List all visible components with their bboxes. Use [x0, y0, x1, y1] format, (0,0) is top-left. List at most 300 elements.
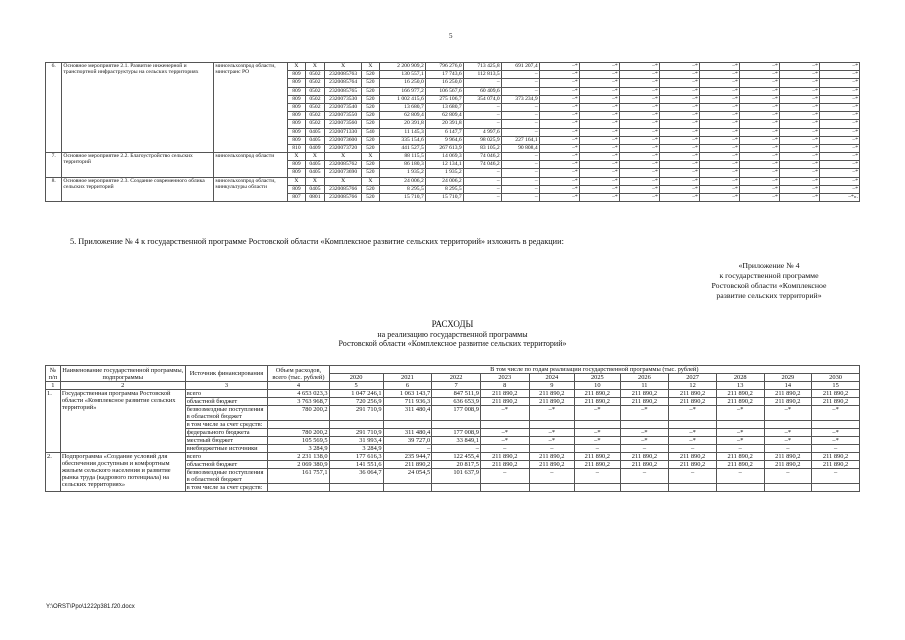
table-cell: –*	[739, 161, 779, 169]
column-number: 9	[529, 382, 575, 390]
funding-source: областной бюджет	[185, 461, 268, 469]
table-cell: –*	[579, 177, 619, 185]
table-cell: Х	[305, 177, 325, 185]
amount-cell: 847 511,9	[432, 390, 481, 398]
table-cell: 6 147,7	[425, 128, 463, 136]
table-cell: –*	[619, 87, 659, 95]
table-cell: 809	[288, 103, 305, 111]
table-cell: 130 557,1	[379, 71, 425, 79]
column-number: 2	[60, 382, 185, 390]
table-cell: 2320085766	[325, 194, 362, 202]
table-cell: –*	[699, 136, 739, 144]
table-cell: 12 134,1	[425, 161, 463, 169]
funding-source: внебюджетные источники	[185, 445, 268, 453]
table-cell: 112 813,5	[463, 71, 501, 79]
table-cell: –	[501, 71, 539, 79]
amount-cell: 2 231 138,0	[268, 453, 329, 461]
table-cell: –*	[619, 103, 659, 111]
table-cell: 2320073550	[325, 112, 362, 120]
amount-cell: 211 890,2	[480, 398, 529, 406]
table-cell: 809	[288, 128, 305, 136]
amount-cell: –	[383, 445, 432, 453]
amount-cell: –	[716, 445, 764, 453]
table-cell: –*	[579, 103, 619, 111]
table-cell: –*	[539, 87, 579, 95]
table-cell: Х	[288, 63, 305, 71]
amount-cell: –*	[575, 406, 621, 421]
table-cell: –*	[659, 120, 699, 128]
table-cell: –*	[579, 153, 619, 161]
table-cell: 98 025,9	[463, 136, 501, 144]
table-cell: –*	[779, 177, 819, 185]
amount-cell: –	[620, 469, 669, 484]
table-cell: –*	[739, 136, 779, 144]
amount-cell: –	[529, 469, 575, 484]
table-cell: –	[463, 79, 501, 87]
amount-cell: 291 710,9	[329, 429, 383, 437]
table-cell: 275 106,7	[425, 95, 463, 103]
amount-cell	[575, 421, 621, 429]
table-row	[46, 177, 860, 185]
expenditure-table	[45, 365, 860, 492]
year-header: 2027	[669, 374, 717, 382]
amount-cell: 141 551,6	[329, 461, 383, 469]
table-cell: 809	[288, 136, 305, 144]
table-cell: –*	[779, 194, 819, 202]
table-cell: –	[501, 128, 539, 136]
table-cell: 520	[362, 169, 379, 177]
table-cell: 2320073690	[325, 169, 362, 177]
amount-cell: 211 890,2	[812, 461, 860, 469]
amount-cell: 291 710,9	[329, 406, 383, 421]
table-cell: 1 935,2	[379, 169, 425, 177]
table-cell: –*	[539, 161, 579, 169]
amount-cell: 20 817,5	[432, 461, 481, 469]
appendix-line: Ростовской области «Комплексное	[711, 281, 827, 290]
page-number: 5	[449, 32, 453, 40]
amount-cell: 211 890,2	[716, 390, 764, 398]
amount-cell: –	[432, 445, 481, 453]
amount-cell: –*	[669, 406, 717, 421]
table-cell: 2320085766	[325, 185, 362, 193]
table-cell: –*	[779, 153, 819, 161]
table-cell: 20 391,8	[379, 120, 425, 128]
table-cell: 2320073720	[325, 144, 362, 152]
column-number: 4	[268, 382, 329, 390]
amount-cell	[383, 421, 432, 429]
amount-cell	[716, 484, 764, 492]
column-number: 1	[46, 382, 61, 390]
table-cell: –	[501, 103, 539, 111]
table-cell: Х	[305, 63, 325, 71]
program-name: Государственная программа Ростовской области «Комплексное развитие сельских территорий»	[60, 390, 185, 453]
table-cell: Х	[288, 177, 305, 185]
table-cell: –*	[579, 120, 619, 128]
table-cell: 2320073560	[325, 120, 362, 128]
table-cell: –	[501, 177, 539, 185]
amount-cell: 211 890,2	[620, 461, 669, 469]
amount-cell: 177 616,3	[329, 453, 383, 461]
appendix-line: развитие сельских территорий»	[716, 291, 822, 300]
executor: минсельхозпрод области, минкультуры области	[214, 177, 288, 202]
table-cell: –*	[579, 79, 619, 87]
table-cell: –*	[819, 177, 859, 185]
table-cell: –*	[739, 177, 779, 185]
table-cell: 809	[288, 161, 305, 169]
table-cell: Х	[305, 153, 325, 161]
table-cell: 520	[362, 194, 379, 202]
amount-cell: 211 890,2	[480, 390, 529, 398]
table-cell: 2320073540	[325, 103, 362, 111]
table-cell: –*	[819, 120, 859, 128]
amount-cell: –	[575, 445, 621, 453]
table-cell: 74 046,2	[463, 161, 501, 169]
table-cell: –*	[659, 161, 699, 169]
table-cell: 0405	[305, 136, 325, 144]
table-cell: 809	[288, 169, 305, 177]
table-cell: –*	[819, 95, 859, 103]
column-number: 8	[480, 382, 529, 390]
amount-cell: 780 200,2	[268, 429, 329, 437]
head-source: Источник финансирования	[185, 366, 268, 382]
table-cell: 2320085765	[325, 87, 362, 95]
table-cell: –*	[699, 103, 739, 111]
table-cell: 1 002 415,6	[379, 95, 425, 103]
table-cell: –*	[619, 128, 659, 136]
table-cell: –*	[539, 185, 579, 193]
table-cell: 0502	[305, 87, 325, 95]
amount-cell: 211 890,2	[529, 390, 575, 398]
table-cell: 16 250,0	[425, 79, 463, 87]
table-cell: –*	[819, 136, 859, 144]
program-name: Подпрограмма «Создание условий для обеспечения доступным и комфортным жильем сельского населения и развитие рынка труда (кадрового потенциала) на сельских территориях»	[60, 453, 185, 492]
table-cell: 60 409,6	[463, 87, 501, 95]
table-cell: –*	[819, 112, 859, 120]
amount-cell: 33 849,1	[432, 437, 481, 445]
amount-cell: 3 284,9	[329, 445, 383, 453]
table-cell: –	[501, 194, 539, 202]
table-cell: –*	[779, 63, 819, 71]
table-cell: –*	[699, 194, 739, 202]
year-header: 2020	[329, 374, 383, 382]
table-cell: 520	[362, 87, 379, 95]
table-cell: 17 743,6	[425, 71, 463, 79]
table-cell: Х	[288, 153, 305, 161]
table-cell: 2320073530	[325, 95, 362, 103]
amount-cell: –	[764, 469, 812, 484]
head-num: № п/п	[46, 366, 61, 382]
table-cell: –*	[619, 71, 659, 79]
title-line: Ростовской области «Комплексное развитие сельских территорий»	[338, 339, 567, 348]
table-cell: 9 964,6	[425, 136, 463, 144]
table-cell: 691 207,4	[501, 63, 539, 71]
table-cell: 24 006,2	[425, 177, 463, 185]
table-cell: –*	[579, 71, 619, 79]
table-cell: –	[463, 112, 501, 120]
amount-cell	[529, 484, 575, 492]
amount-cell: 211 890,2	[620, 453, 669, 461]
amount-cell: 235 944,7	[383, 453, 432, 461]
table-cell: –	[501, 161, 539, 169]
appendix-line: «Приложение № 4	[738, 261, 800, 270]
table-cell: –*	[699, 177, 739, 185]
table-cell: 227 164,1	[501, 136, 539, 144]
column-number: 12	[669, 382, 717, 390]
table-cell: 62 809,4	[379, 112, 425, 120]
amount-cell	[383, 484, 432, 492]
document-title	[200, 320, 705, 349]
amount-cell: 161 757,1	[268, 469, 329, 484]
amount-cell: –*	[529, 406, 575, 421]
amount-cell: 211 890,2	[575, 398, 621, 406]
amount-cell: –*	[529, 429, 575, 437]
table-cell: 90 808,4	[501, 144, 539, 152]
table-cell: –*	[579, 112, 619, 120]
amount-cell: 105 569,5	[268, 437, 329, 445]
table-cell: –*	[739, 128, 779, 136]
amount-cell: –*	[480, 406, 529, 421]
amount-cell: 211 890,2	[620, 390, 669, 398]
amount-cell: 211 890,2	[529, 453, 575, 461]
amount-cell	[669, 484, 717, 492]
table-cell: –*	[819, 153, 859, 161]
amount-cell: 311 480,4	[383, 406, 432, 421]
table-cell: –*	[619, 161, 659, 169]
head-name: Наименование государственной программы, подпрограммы	[62, 366, 184, 381]
table-cell: –*	[779, 136, 819, 144]
column-number: 11	[620, 382, 669, 390]
amount-cell	[620, 484, 669, 492]
amount-cell	[329, 484, 383, 492]
table-cell: –*	[619, 153, 659, 161]
table-cell: 520	[362, 185, 379, 193]
table-cell: –*	[539, 103, 579, 111]
table-cell: –	[501, 153, 539, 161]
table-cell: –*	[699, 112, 739, 120]
table-cell: –*	[579, 161, 619, 169]
table-cell: –*	[699, 128, 739, 136]
funding-source: областной бюджет	[185, 398, 268, 406]
measure-name: Основное мероприятие 2.2. Благоустройство сельских территорий	[62, 153, 214, 178]
table-cell: –*	[739, 169, 779, 177]
table-cell: –*	[739, 112, 779, 120]
table-cell: 15 710,7	[379, 194, 425, 202]
table-cell: –*	[539, 71, 579, 79]
funding-source: всего	[185, 453, 268, 461]
table-cell: 1 935,2	[425, 169, 463, 177]
amount-cell: 101 637,9	[432, 469, 481, 484]
table-cell: –*	[659, 103, 699, 111]
amount-cell: 211 890,2	[812, 398, 860, 406]
amount-cell	[268, 421, 329, 429]
table-cell: 11 145,3	[379, 128, 425, 136]
amount-cell	[432, 421, 481, 429]
column-number: 3	[185, 382, 268, 390]
column-number: 14	[764, 382, 812, 390]
table-cell: –*	[699, 95, 739, 103]
table-cell: 810	[288, 144, 305, 152]
amount-cell	[764, 421, 812, 429]
table-cell: –*	[739, 120, 779, 128]
table-cell: –*	[619, 112, 659, 120]
table-cell: 0502	[305, 120, 325, 128]
table-cell: 796 276,0	[425, 63, 463, 71]
amount-cell: 211 890,2	[529, 461, 575, 469]
table-cell: –*	[539, 177, 579, 185]
table-cell: 809	[288, 120, 305, 128]
table-cell: 0502	[305, 95, 325, 103]
amount-cell: –	[669, 445, 717, 453]
row-number: 6.	[46, 63, 62, 153]
amount-cell: 780 200,2	[268, 406, 329, 421]
table-cell: 520	[362, 161, 379, 169]
amount-cell: –*	[620, 406, 669, 421]
table-cell: 809	[288, 79, 305, 87]
table-cell: 809	[288, 71, 305, 79]
amount-cell: 211 890,2	[716, 453, 764, 461]
table-cell: –*	[659, 185, 699, 193]
table-cell: –*	[779, 161, 819, 169]
funding-source: в том числе за счет средств:	[185, 484, 268, 492]
year-header: 2021	[383, 374, 432, 382]
year-header: 2024	[529, 374, 575, 382]
table-cell: 0405	[305, 185, 325, 193]
table-cell: –*	[579, 95, 619, 103]
amount-cell: 636 653,9	[432, 398, 481, 406]
table-cell: 0502	[305, 103, 325, 111]
table-cell: –*	[579, 194, 619, 202]
table-cell: 0502	[305, 71, 325, 79]
amount-cell	[529, 421, 575, 429]
table-cell: –*	[539, 63, 579, 71]
table-cell: –	[501, 112, 539, 120]
table-cell: –*	[779, 120, 819, 128]
table-cell: –*	[699, 153, 739, 161]
amount-cell: 211 890,2	[575, 461, 621, 469]
table-cell: –*».	[819, 194, 859, 202]
table-cell: –*	[779, 144, 819, 152]
measure-name: Основное мероприятие 2.1. Развитие инженерной и транспортной инфраструктуры на сельских территориях	[62, 63, 214, 153]
column-number: 7	[432, 382, 481, 390]
table-cell: –*	[779, 79, 819, 87]
table-cell: –*	[619, 185, 659, 193]
amount-cell	[329, 421, 383, 429]
table-cell: –*	[619, 95, 659, 103]
table-cell: –*	[659, 112, 699, 120]
table-cell: –*	[579, 185, 619, 193]
table-cell: –	[501, 87, 539, 95]
table-cell: –*	[579, 144, 619, 152]
table-cell: 4 997,6	[463, 128, 501, 136]
footer-path: Y:\ORST\Ppo\1222p381.f20.docx	[46, 604, 135, 610]
appendix-line: к государственной программе	[719, 271, 819, 280]
amount-cell: –*	[620, 429, 669, 437]
amount-cell: 39 727,0	[383, 437, 432, 445]
table-cell: –*	[659, 128, 699, 136]
amount-cell: 211 890,2	[764, 461, 812, 469]
year-header: 2030	[812, 374, 860, 382]
amount-cell: 211 890,2	[669, 461, 717, 469]
table-cell: –*	[739, 144, 779, 152]
table-cell: –	[501, 120, 539, 128]
table-cell: 83 105,2	[463, 144, 501, 152]
amount-cell: –*	[764, 437, 812, 445]
table-row	[46, 63, 860, 71]
table-cell: –*	[659, 136, 699, 144]
table-cell: 8 295,5	[379, 185, 425, 193]
table-cell: 2320085764	[325, 79, 362, 87]
table-cell: 14 069,3	[425, 153, 463, 161]
funding-source: безвозмездные поступления в областной бюджет	[185, 469, 268, 484]
table-cell: 8 295,5	[425, 185, 463, 193]
table-cell: –*	[699, 185, 739, 193]
measure-name: Основное мероприятие 2.3. Создание современного облика сельских территорий	[62, 177, 214, 202]
table-cell: –*	[539, 120, 579, 128]
amount-cell: 211 890,2	[669, 453, 717, 461]
table-cell: 2320085763	[325, 71, 362, 79]
table-cell: 0502	[305, 79, 325, 87]
table-cell: –*	[819, 144, 859, 152]
table-cell: –*	[739, 87, 779, 95]
year-header: 2029	[764, 374, 812, 382]
amount-cell	[268, 484, 329, 492]
table-cell: 520	[362, 136, 379, 144]
table-cell: –*	[699, 120, 739, 128]
amount-cell	[620, 421, 669, 429]
table-cell: –*	[819, 161, 859, 169]
table-cell: 13 680,7	[425, 103, 463, 111]
table-cell: 809	[288, 95, 305, 103]
table-cell: Х	[362, 153, 379, 161]
table-cell: –	[463, 169, 501, 177]
amendment-text: 5. Приложение № 4 к государственной программе Ростовской области «Комплексное развитие сельских территорий» изложить в редакции:	[70, 237, 564, 246]
amount-cell: 211 890,2	[716, 461, 764, 469]
table-cell: –*	[539, 153, 579, 161]
funding-source: местный бюджет	[185, 437, 268, 445]
amount-cell	[716, 421, 764, 429]
table-cell: –*	[739, 79, 779, 87]
amount-cell: 31 993,4	[329, 437, 383, 445]
table-cell: Х	[325, 153, 362, 161]
amount-cell: –	[480, 445, 529, 453]
amount-cell: 211 890,2	[575, 453, 621, 461]
amount-cell: –*	[764, 429, 812, 437]
table-cell: –*	[579, 128, 619, 136]
table-cell: –*	[819, 128, 859, 136]
table-cell: 88 115,5	[379, 153, 425, 161]
table-cell: 520	[362, 103, 379, 111]
table-cell: –*	[579, 136, 619, 144]
column-number: 13	[716, 382, 764, 390]
table-cell: –*	[779, 185, 819, 193]
table-cell: –*	[819, 71, 859, 79]
table-cell: –*	[619, 63, 659, 71]
amount-cell: –	[669, 469, 717, 484]
table-row	[46, 153, 860, 161]
table-cell: 809	[288, 185, 305, 193]
table-cell: –*	[819, 169, 859, 177]
year-header: 2025	[575, 374, 621, 382]
table-cell: 354 074,0	[463, 95, 501, 103]
amount-cell: –	[575, 469, 621, 484]
amount-cell: 1 047 246,1	[329, 390, 383, 398]
year-header: 2022	[432, 374, 481, 382]
table-row	[46, 453, 860, 461]
title-line: на реализацию государственной программы	[377, 329, 528, 339]
table-cell: 15 710,7	[425, 194, 463, 202]
amount-cell: 3 763 968,7	[268, 398, 329, 406]
amount-cell: –*	[812, 437, 860, 445]
